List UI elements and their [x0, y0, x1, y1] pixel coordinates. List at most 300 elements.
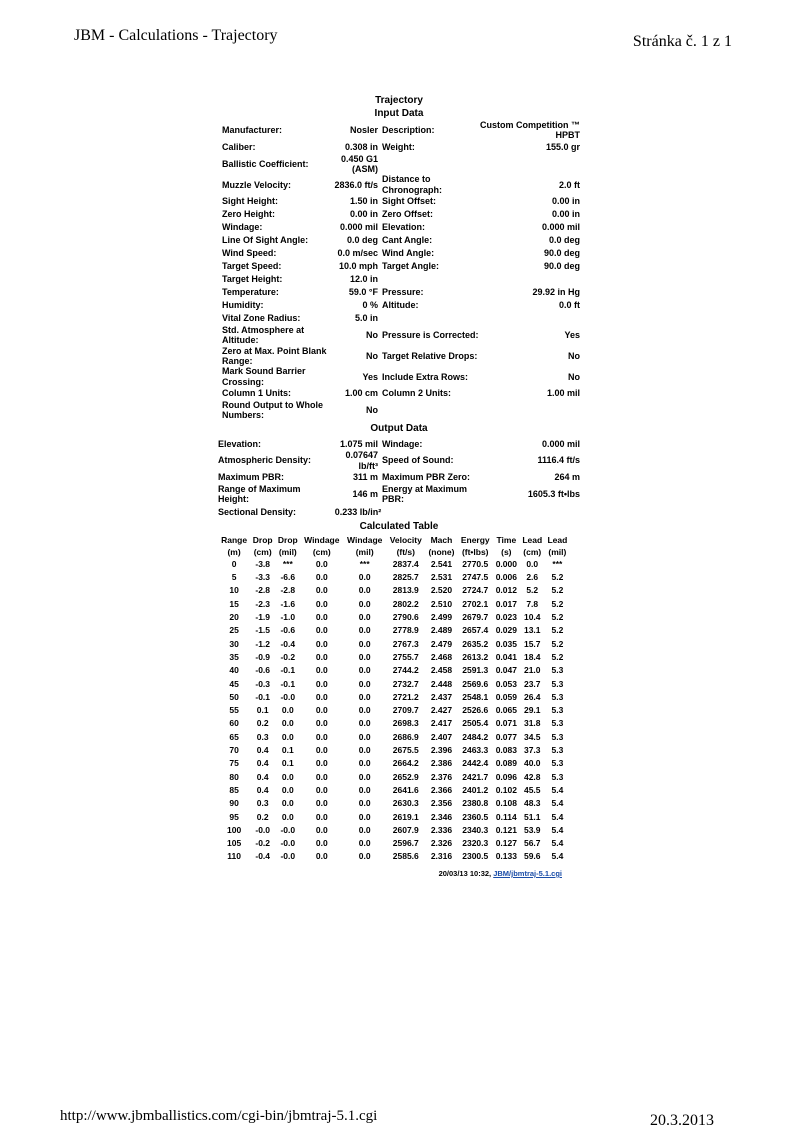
column-header: Energy: [460, 535, 490, 546]
table-cell: 2.489: [430, 625, 453, 636]
field-value: 0.00 in: [551, 196, 580, 207]
table-cell: 2.407: [430, 731, 453, 742]
table-cell: 0.0: [358, 784, 371, 795]
table-cell: 2.468: [430, 651, 453, 662]
table-cell: 5.3: [551, 758, 564, 769]
table-row: [218, 824, 570, 837]
table-cell: 0.023: [495, 612, 517, 623]
field-label: Zero Height:: [222, 209, 275, 220]
table-cell: 2596.7: [392, 838, 419, 849]
column-header: Drop: [277, 535, 298, 546]
table-cell: 2.479: [430, 638, 453, 649]
table-header-row: [218, 535, 570, 546]
table-cell: -0.6: [255, 665, 271, 676]
table-cell: -0.4: [255, 851, 271, 862]
report-title: Trajectory: [375, 95, 423, 106]
table-cell: -3.8: [255, 558, 271, 569]
output-data-list: [218, 437, 580, 504]
table-cell: 0.000: [495, 558, 517, 569]
field-label: Energy at Maximum PBR:: [382, 484, 468, 505]
field-label: Vital Zone Radius:: [222, 313, 301, 324]
table-cell: -1.9: [255, 612, 271, 623]
table-cell: 50: [229, 691, 239, 702]
sectional-density-label: Sectional Density:: [218, 506, 297, 517]
column-unit: (cm): [253, 546, 272, 557]
field-value: 311 m: [352, 472, 378, 483]
table-cell: 2732.7: [392, 678, 419, 689]
table-cell: 60: [229, 718, 239, 729]
table-cell: 10: [229, 585, 239, 596]
field-label: Temperature:: [222, 287, 279, 298]
output-row: [218, 437, 580, 450]
table-cell: 2585.6: [392, 851, 419, 862]
table-cell: 42.8: [523, 771, 541, 782]
table-cell: 20: [229, 612, 239, 623]
table-cell: 2421.7: [462, 771, 489, 782]
table-cell: 2744.2: [392, 665, 419, 676]
field-value: 5.0 in: [354, 313, 378, 324]
page-number: Stránka č. 1 z 1: [632, 33, 732, 50]
table-cell: 2.326: [430, 838, 453, 849]
column-unit: (s): [501, 546, 512, 557]
column-header: Windage: [347, 535, 383, 546]
field-value: 1605.3 ft•lbs: [527, 489, 580, 500]
field-value: 0.000 mil: [541, 438, 580, 449]
table-cell: 90: [229, 798, 239, 809]
table-cell: 2.448: [430, 678, 453, 689]
field-value: Yes: [362, 371, 378, 382]
field-label: Elevation:: [382, 222, 426, 233]
table-cell: 30: [229, 638, 239, 649]
table-cell: 0.0: [315, 784, 328, 795]
table-cell: 0.083: [495, 745, 517, 756]
table-cell: -0.9: [255, 651, 271, 662]
table-row: [218, 678, 570, 691]
table-cell: 2698.3: [392, 718, 419, 729]
table-cell: -2.8: [280, 585, 296, 596]
table-cell: 0.012: [495, 585, 517, 596]
column-unit: (cm): [523, 546, 542, 557]
table-cell: 0.0: [315, 558, 328, 569]
table-cell: 2.510: [430, 598, 453, 609]
field-value: 0.0 ft: [558, 300, 580, 311]
field-label: Target Speed:: [222, 261, 282, 272]
table-cell: -0.0: [280, 824, 296, 835]
table-cell: 5.2: [551, 651, 564, 662]
footer-date: 20.3.2013: [650, 1112, 714, 1129]
table-cell: 2607.9: [392, 824, 419, 835]
table-cell: 0.0: [526, 558, 539, 569]
table-cell: 23.7: [523, 678, 541, 689]
field-label: Maximum PBR:: [218, 472, 285, 483]
table-units-row: [218, 547, 570, 558]
field-value: 146 m: [352, 489, 378, 500]
table-cell: 2505.4: [462, 718, 489, 729]
table-cell: 5.4: [551, 811, 564, 822]
table-cell: 55: [229, 705, 239, 716]
table-cell: 0.0: [315, 638, 328, 649]
table-cell: 2813.9: [392, 585, 419, 596]
table-cell: -1.5: [255, 625, 271, 636]
sectional-density-row: [218, 505, 580, 519]
table-cell: 15: [229, 598, 239, 609]
table-cell: 2.346: [430, 811, 453, 822]
table-cell: 5.3: [551, 665, 564, 676]
table-row: [218, 744, 570, 757]
table-cell: 40: [229, 665, 239, 676]
table-cell: 2401.2: [462, 784, 489, 795]
table-cell: 35: [229, 651, 239, 662]
table-cell: 31.8: [523, 718, 541, 729]
table-cell: 7.8: [526, 598, 539, 609]
input-row: [218, 273, 580, 286]
field-label: Humidity:: [222, 300, 264, 311]
table-cell: 0.0: [315, 598, 328, 609]
field-label: Speed of Sound:: [382, 455, 454, 466]
table-cell: 0.0: [358, 705, 371, 716]
table-cell: 51.1: [523, 811, 541, 822]
table-cell: 0.0: [315, 678, 328, 689]
table-cell: 5.3: [551, 691, 564, 702]
table-cell: 2664.2: [392, 758, 419, 769]
table-cell: 0.0: [358, 824, 371, 835]
output-data-heading: Output Data: [370, 422, 428, 434]
table-cell: 0.0: [358, 598, 371, 609]
field-value: 90.0 deg: [543, 248, 580, 259]
input-row: [218, 141, 580, 154]
input-row: [218, 286, 580, 299]
column-header: Velocity: [389, 535, 422, 546]
column-header: Drop: [252, 535, 273, 546]
table-cell: 2340.3: [462, 824, 489, 835]
table-cell: 0.041: [495, 651, 517, 662]
table-cell: 15.7: [523, 638, 541, 649]
table-cell: 2.520: [430, 585, 453, 596]
field-value: 2.0 ft: [558, 179, 580, 190]
table-row: [218, 851, 570, 864]
field-value: 1116.4 ft/s: [537, 455, 580, 466]
table-cell: 2675.5: [392, 745, 419, 756]
field-value: 0 %: [362, 300, 378, 311]
table-cell: 2724.7: [462, 585, 489, 596]
table-cell: 2641.6: [392, 784, 419, 795]
table-row: [218, 611, 570, 624]
table-cell: 0.108: [495, 798, 517, 809]
table-cell: 0.0: [315, 625, 328, 636]
table-cell: 2.541: [430, 558, 453, 569]
field-label: Distance to Chronograph:: [382, 174, 442, 195]
field-value: 0.0 deg: [346, 235, 378, 246]
table-cell: 0.077: [495, 731, 517, 742]
table-cell: 0.133: [495, 851, 517, 862]
table-cell: -0.6: [280, 625, 296, 636]
field-value: 1.075 mil: [339, 438, 378, 449]
table-cell: 0.0: [315, 745, 328, 756]
table-cell: -2.8: [255, 585, 271, 596]
field-label: Column 1 Units:: [222, 388, 291, 399]
table-cell: -0.0: [280, 691, 296, 702]
table-row: [218, 784, 570, 797]
table-cell: -2.3: [255, 598, 271, 609]
field-label: Line Of Sight Angle:: [222, 235, 309, 246]
table-cell: 2.417: [430, 718, 453, 729]
field-label: Mark Sound Barrier Crossing:: [222, 366, 306, 387]
input-row: [218, 195, 580, 208]
table-cell: -1.6: [280, 598, 296, 609]
table-cell: 53.9: [523, 824, 541, 835]
field-label: Target Relative Drops:: [382, 350, 478, 361]
table-cell: 2.376: [430, 771, 453, 782]
table-cell: 5.2: [526, 585, 539, 596]
table-row: [218, 811, 570, 824]
column-header: Time: [496, 535, 517, 546]
table-cell: 0.0: [358, 585, 371, 596]
table-cell: 5.2: [551, 572, 564, 583]
table-body: [218, 558, 570, 864]
table-cell: 0.0: [315, 824, 328, 835]
field-label: Wind Angle:: [382, 248, 435, 259]
input-row: [218, 299, 580, 312]
table-cell: 0.0: [358, 651, 371, 662]
table-cell: 0.0: [281, 771, 294, 782]
field-label: Zero Offset:: [382, 209, 434, 220]
table-cell: -0.0: [280, 838, 296, 849]
table-row: [218, 797, 570, 810]
field-value: 59.0 °F: [348, 287, 378, 298]
table-cell: 5.2: [551, 598, 564, 609]
calculated-table-heading: Calculated Table: [359, 520, 439, 532]
field-label: Sight Offset:: [382, 196, 436, 207]
table-cell: 2.386: [430, 758, 453, 769]
field-value: Custom Competition ™ HPBT: [480, 120, 580, 141]
input-data-list: [218, 120, 580, 421]
table-cell: 0.071: [495, 718, 517, 729]
field-label: Windage:: [382, 438, 423, 449]
column-header: Lead: [547, 535, 568, 546]
field-value: 29.92 in Hg: [532, 287, 580, 298]
table-cell: 2686.9: [392, 731, 419, 742]
column-header: Range: [221, 535, 248, 546]
table-row: [218, 665, 570, 678]
table-cell: 5.4: [551, 798, 564, 809]
table-cell: 0.0: [315, 758, 328, 769]
table-cell: 59.6: [523, 851, 541, 862]
table-cell: 0: [231, 558, 237, 569]
table-cell: 5.3: [551, 718, 564, 729]
table-cell: 0.0: [315, 691, 328, 702]
table-cell: 5.3: [551, 705, 564, 716]
table-row: [218, 651, 570, 664]
table-cell: -6.6: [280, 572, 296, 583]
table-cell: 2591.3: [462, 665, 489, 676]
column-unit: (ft/s): [396, 546, 415, 557]
field-value: 1.00 mil: [546, 388, 580, 399]
table-cell: 2.366: [430, 784, 453, 795]
table-cell: 2380.8: [462, 798, 489, 809]
table-cell: 5.4: [551, 851, 564, 862]
table-cell: 0.0: [315, 705, 328, 716]
column-unit: (m): [227, 546, 241, 557]
table-row: [218, 571, 570, 584]
table-cell: 2.336: [430, 824, 453, 835]
table-row: [218, 771, 570, 784]
field-value: 2836.0 ft/s: [334, 179, 378, 190]
table-cell: 0.0: [358, 731, 371, 742]
table-cell: 34.5: [523, 731, 541, 742]
table-cell: 0.0: [358, 612, 371, 623]
table-cell: 0.3: [256, 798, 269, 809]
column-header: Lead: [522, 535, 543, 546]
field-value: 0.450 G1 (ASM): [340, 153, 378, 175]
field-value: Nosler: [349, 125, 378, 136]
table-cell: -0.4: [280, 638, 296, 649]
field-label: Target Angle:: [382, 261, 440, 272]
table-cell: 0.029: [495, 625, 517, 636]
table-cell: 0.0: [281, 731, 294, 742]
table-cell: 2.396: [430, 745, 453, 756]
table-cell: ***: [282, 558, 293, 569]
script-link[interactable]: JBM/jbmtraj-5.1.cgi: [493, 868, 562, 878]
table-cell: 0.1: [281, 758, 294, 769]
table-cell: 37.3: [523, 745, 541, 756]
table-cell: 2747.5: [462, 572, 489, 583]
column-unit: (cm): [312, 546, 331, 557]
table-cell: 2778.9: [392, 625, 419, 636]
table-cell: 0.0: [358, 691, 371, 702]
table-cell: 21.0: [523, 665, 541, 676]
table-cell: 2709.7: [392, 705, 419, 716]
table-cell: 2.437: [430, 691, 453, 702]
table-cell: 0.0: [315, 612, 328, 623]
table-cell: 2.458: [430, 665, 453, 676]
field-label: Range of Maximum Height:: [218, 484, 301, 505]
table-cell: 45: [229, 678, 239, 689]
table-cell: 0.102: [495, 784, 517, 795]
field-label: Manufacturer:: [222, 125, 283, 136]
field-label: Weight:: [382, 142, 415, 153]
table-cell: 110: [227, 851, 241, 862]
table-cell: 13.1: [523, 625, 541, 636]
table-cell: 0.096: [495, 771, 517, 782]
table-row: [218, 585, 570, 598]
table-cell: -0.0: [280, 851, 296, 862]
table-cell: 105: [226, 838, 242, 849]
input-data-heading: Input Data: [374, 107, 424, 119]
table-cell: 5.4: [551, 838, 564, 849]
table-cell: 2770.5: [462, 558, 489, 569]
field-label: Ballistic Coefficient:: [222, 158, 309, 169]
field-value: 0.00 in: [551, 209, 580, 220]
table-row: [218, 718, 570, 731]
table-cell: 0.035: [495, 638, 517, 649]
table-cell: 0.0: [358, 572, 371, 583]
table-cell: 48.3: [523, 798, 541, 809]
table-cell: 0.0: [315, 718, 328, 729]
input-row: [218, 387, 580, 400]
table-cell: 0.047: [495, 665, 517, 676]
table-cell: 2837.4: [392, 558, 419, 569]
field-label: Windage:: [222, 222, 263, 233]
table-cell: -3.3: [255, 572, 271, 583]
table-cell: 2.427: [430, 705, 453, 716]
field-label: Wind Speed:: [222, 248, 277, 259]
field-value: 0.000 mil: [541, 222, 580, 233]
table-cell: 0.089: [495, 758, 517, 769]
table-cell: -0.0: [255, 824, 271, 835]
table-row: [218, 691, 570, 704]
trajectory-report: [218, 94, 580, 879]
table-cell: 2484.2: [462, 731, 489, 742]
column-header: Windage: [304, 535, 340, 546]
field-value: No: [568, 371, 580, 382]
input-row: [218, 325, 580, 346]
field-value: 0.000 mil: [339, 222, 378, 233]
field-label: Muzzle Velocity:: [222, 179, 292, 190]
input-row: [218, 312, 580, 325]
table-cell: 0.121: [495, 824, 517, 835]
column-unit: (mil): [355, 546, 374, 557]
table-cell: 0.017: [495, 598, 517, 609]
column-unit: (none): [428, 546, 455, 557]
table-cell: 0.4: [256, 784, 269, 795]
field-label: Target Height:: [222, 274, 283, 285]
column-unit: (mil): [278, 546, 297, 557]
field-label: Zero at Max. Point Blank Range:: [222, 345, 327, 367]
field-label: Elevation:: [218, 438, 262, 449]
field-label: Sight Height:: [222, 196, 278, 207]
table-cell: 95: [229, 811, 239, 822]
field-value: No: [366, 405, 378, 416]
field-value: 1.50 in: [349, 196, 378, 207]
column-unit: (mil): [548, 546, 567, 557]
table-cell: ***: [359, 558, 370, 569]
table-cell: 2702.1: [462, 598, 489, 609]
table-cell: 0.0: [358, 838, 371, 849]
page-header-title: JBM - Calculations - Trajectory: [74, 27, 278, 44]
table-cell: 0.0: [358, 638, 371, 649]
table-cell: 0.0: [315, 811, 328, 822]
table-cell: 0.0: [281, 718, 294, 729]
timestamp: 20/03/13 10:32,: [438, 868, 492, 878]
table-cell: 0.0: [358, 851, 371, 862]
table-cell: 5.3: [551, 678, 564, 689]
table-cell: 2630.3: [392, 798, 419, 809]
table-cell: 0.0: [315, 585, 328, 596]
field-label: Description:: [382, 125, 435, 136]
table-cell: 0.0: [358, 811, 371, 822]
table-cell: 2.531: [430, 572, 453, 583]
table-cell: 56.7: [523, 838, 541, 849]
table-cell: 2300.5: [462, 851, 489, 862]
input-row: [218, 221, 580, 234]
input-row: [218, 260, 580, 273]
table-cell: 2825.7: [392, 572, 419, 583]
field-label: Maximum PBR Zero:: [382, 472, 471, 483]
table-cell: -0.1: [280, 678, 296, 689]
table-cell: 2613.2: [462, 651, 489, 662]
table-cell: -0.1: [255, 691, 271, 702]
field-value: 0.00 in: [349, 209, 378, 220]
field-value: 155.0 gr: [545, 142, 580, 153]
table-cell: 0.0: [358, 625, 371, 636]
output-row: [218, 484, 580, 505]
field-value: 12.0 in: [349, 274, 378, 285]
table-cell: 10.4: [523, 612, 541, 623]
table-cell: 2.499: [430, 612, 453, 623]
table-cell: 2463.3: [462, 745, 489, 756]
table-cell: 5.3: [551, 745, 564, 756]
table-cell: 18.4: [523, 651, 541, 662]
